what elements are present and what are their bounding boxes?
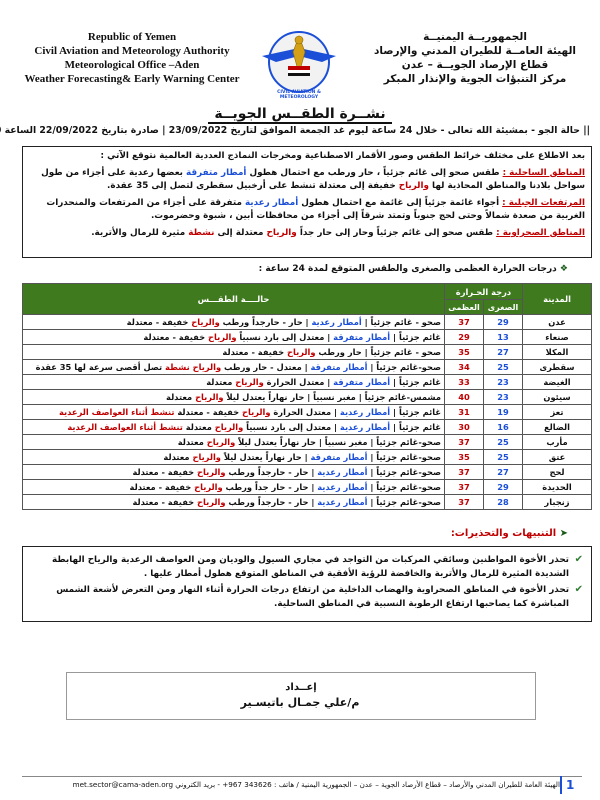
city-cell: سقطرى <box>523 360 592 375</box>
bullet-icon: ❖ <box>559 264 568 274</box>
table-row <box>23 360 592 375</box>
header-english <box>12 30 252 86</box>
max-temp-cell: 31 <box>445 405 484 420</box>
max-temp-cell: 37 <box>445 315 484 330</box>
table-row <box>23 435 592 450</box>
temperature-heading-text: درجات الحرارة العظمى والصغرى والطقس المتوقع لمدة 24 ساعة : <box>258 264 557 274</box>
footer-divider <box>22 776 582 777</box>
table-row <box>23 480 592 495</box>
condition-cell: صحو-غائم جزئياً | أمطار متفرقة | حار نهاراً يعتدل ليلاً والرياح معتدلة <box>23 450 445 465</box>
col-min: الصغرى <box>484 300 523 315</box>
table-row <box>23 375 592 390</box>
max-temp-cell: 37 <box>445 435 484 450</box>
min-temp-cell: 25 <box>484 435 523 450</box>
mountain-text: أجواء غائمة جزئياً إلى غائمة مع احتمال هطول أمطار رعدية متفرقة على أجزاء من المرتفعات والمنحدرات الغربية من صعدة شمالاً وحتى لحج جنوباً وتمتد شرقاً إلى أجزاء من محافظات أبين ، شبوة وحضرموت. <box>46 198 585 221</box>
page-number-divider <box>560 776 562 794</box>
table-row <box>23 405 592 420</box>
condition-cell: صحو - غائم جزئياً | أمطار رعدية | حار - حارجداً ورطب والرياح خفيفة - معتدلة <box>23 315 445 330</box>
max-temp-cell: 40 <box>445 390 484 405</box>
coastal-label: المناطق الساحلية : <box>502 168 585 178</box>
bulletin-title <box>0 106 600 122</box>
logo-caption: CIVIL AVIATION & METEOROLOGY <box>277 90 321 100</box>
condition-cell: صحو-غائم جزئياً | أمطار متفرقة | معتدل - حار ورطب والرياح نشطة تصل أقصى سرعة لها 35 عقدة <box>23 360 445 375</box>
min-temp-cell: 25 <box>484 360 523 375</box>
table-row <box>23 315 592 330</box>
forecast-mountain <box>29 197 585 223</box>
warnings-title-text: التنبيهات والتحذيرات: <box>450 528 557 539</box>
page-number: 1 <box>566 778 575 792</box>
city-cell: عدن <box>523 315 592 330</box>
max-temp-cell: 37 <box>445 480 484 495</box>
header-ar-line: مركز التنبؤات الجوية والإنذار المبكر <box>383 73 567 85</box>
temperature-table <box>22 283 592 510</box>
warnings-title <box>451 528 568 539</box>
preparer-name: م/علي جمـال باتيسـير <box>240 696 360 709</box>
warning-text: تحذر الأخوة في المناطق الصحراوية والهضاب الداخلية من ارتفاع درجات الحرارة أثناء النهار ومن التعرض لأشعة الشمس المباشرة كما يصاحبها ارتفاع الرطوبة النسبية في المناطق الساحلية. <box>56 585 569 609</box>
city-cell: الحديدة <box>523 480 592 495</box>
city-cell: صنعاء <box>523 330 592 345</box>
city-cell: تعز <box>523 405 592 420</box>
condition-cell: صحو-غائم جزئياً | أمطار رعدية | حار - حار جداً ورطب والرياح خفيفة - معتدلة <box>23 480 445 495</box>
desert-text: طقس صحو إلى غائم جزئياً وحار إلى حار جداً والرياح معتدلة إلى نشطة مثيرة للرمال والأتربة. <box>91 228 494 238</box>
header-en-line: Republic of Yemen <box>87 31 177 43</box>
max-temp-cell: 30 <box>445 420 484 435</box>
min-temp-cell: 29 <box>484 480 523 495</box>
bullet-icon: ➤ <box>559 528 568 539</box>
city-cell: زنجبار <box>523 495 592 510</box>
check-icon: ✔ <box>574 554 583 565</box>
warning-item <box>31 553 583 581</box>
col-city: المدينة <box>523 284 592 315</box>
max-temp-cell: 35 <box>445 450 484 465</box>
forecast-coastal <box>29 167 585 193</box>
table-row <box>23 420 592 435</box>
bulletin-info-line: || حالة الجو - بمشيئة الله تعالى - خلال 24 ساعة ليوم غد الجمعة الموافق لتاريخ 23/09/2022 | صادرة بتاريخ 22/09/2022 الساعة <box>4 125 590 136</box>
city-cell: مأرب <box>523 435 592 450</box>
authority-logo <box>258 26 340 96</box>
max-temp-cell: 33 <box>445 375 484 390</box>
forecast-intro: بعد الاطلاع على مختلف خرائط الطقس وصور الأقمار الاصطناعية ومخرجات النماذج العددية العالمية نتوقع الآتي : <box>100 151 585 161</box>
condition-cell: صحو-غائم جزئياً | أمطار رعدية | حار - حارجداً ورطب والرياح خفيفة - معتدلة <box>23 495 445 510</box>
min-temp-cell: 23 <box>484 390 523 405</box>
city-cell: لحج <box>523 465 592 480</box>
min-temp-cell: 27 <box>484 465 523 480</box>
col-max: العظمى <box>445 300 484 315</box>
prepared-by-label: إعــداد <box>285 682 317 693</box>
min-temp-cell: 27 <box>484 345 523 360</box>
warning-text: تحذر الأخوة المواطنين وسائقي المركبات من التواجد في مجاري السيول والوديان ومن العواصف الرعدية والرياح الهابطة الشديدة المثيرة للرمال والأتربة والخافضة للرؤية الأفقية في المناطق المتوقع هطول أمطار عليها . <box>52 555 569 579</box>
header-en-line: Meteorological Office –Aden <box>64 59 200 71</box>
table-row <box>23 465 592 480</box>
col-condition: حالــــة الطقـــس <box>23 284 445 315</box>
condition-cell: غائم جزئياً | أمطار متفرقة | معتدل إلى بارد نسبياً والرياح خفيفة - معتدلة <box>23 330 445 345</box>
table-row <box>23 450 592 465</box>
check-icon: ✔ <box>574 584 583 595</box>
desert-label: المناطق الصحراوية : <box>496 228 585 238</box>
condition-cell: صحو - غائم جزئياً | حار ورطب والرياح خفيفة - معتدلة <box>23 345 445 360</box>
condition-cell: مشمس-غائم جزئياً | مغبر نسبياً | حار نهاراً يعتدل ليلاً والرياح معتدلة <box>23 390 445 405</box>
table-row <box>23 330 592 345</box>
mountain-label: المرتفعات الجبلية : <box>502 198 585 208</box>
header-ar-line: الهيئة العامــة للطيران المدني والإرصاد <box>373 45 576 57</box>
max-temp-cell: 37 <box>445 495 484 510</box>
table-row <box>23 495 592 510</box>
header-arabic <box>360 30 590 86</box>
coastal-text: طقس صحو إلى غائم جزئياً ، حار ورطب مع احتمال هطول أمطار متفرقة بعضها رعدية على أجزاء من طول سواحل بلادنا والمناطق المحاذية لها والرياح خفيفة إلى معتدلة تنشط على أرخبيل سقطرى لتصل إلى 35 عقدة. <box>41 168 585 191</box>
max-temp-cell: 35 <box>445 345 484 360</box>
min-temp-cell: 28 <box>484 495 523 510</box>
col-temperature: درجة الحـرارة <box>445 284 523 300</box>
forecast-box <box>22 146 592 258</box>
city-cell: سيئون <box>523 390 592 405</box>
min-temp-cell: 16 <box>484 420 523 435</box>
warnings-box <box>22 546 592 622</box>
bulletin-title-text: نشــرة الطقــس الجويــة <box>208 106 391 124</box>
header-ar-line: الجمهوريــة اليمنيــة <box>423 31 527 43</box>
header-en-line: Civil Aviation and Meteorology Authority <box>34 45 230 57</box>
min-temp-cell: 13 <box>484 330 523 345</box>
city-cell: الغيضة <box>523 375 592 390</box>
temperature-heading <box>259 264 568 274</box>
max-temp-cell: 37 <box>445 465 484 480</box>
city-cell: الضالع <box>523 420 592 435</box>
city-cell: المكلا <box>523 345 592 360</box>
city-cell: عتق <box>523 450 592 465</box>
max-temp-cell: 34 <box>445 360 484 375</box>
table-row <box>23 345 592 360</box>
condition-cell: صحو-غائم جزئياً | أمطار رعدية | حار - حارجداً ورطب والرياح خفيفة - معتدلة <box>23 465 445 480</box>
min-temp-cell: 25 <box>484 450 523 465</box>
table-row <box>23 390 592 405</box>
condition-cell: غائم جزئياً | أمطار متفرقة | معتدل الحرارة والرياح معتدلة <box>23 375 445 390</box>
min-temp-cell: 23 <box>484 375 523 390</box>
max-temp-cell: 29 <box>445 330 484 345</box>
min-temp-cell: 19 <box>484 405 523 420</box>
condition-cell: صحو-غائم جزئياً | مغبر نسبياً | حار نهاراً يعتدل ليلاً والرياح معتدلة <box>23 435 445 450</box>
footer-contact: الهيئة العامة للطيران المدني والأرصاد – قطاع الأرصاد الجوية – عدن – الجمهورية اليمنية / هاتف : 343626 967+ - بريد الكتروني met.sector@cama-aden.org <box>72 780 560 789</box>
condition-cell: غائم جزئياً | أمطار رعدية | معتدل إلى بارد نسبياً والرياح معتدلة تنشط أثناء العواصف الرعدية <box>23 420 445 435</box>
forecast-desert <box>29 227 585 240</box>
header-en-line: Weather Forecasting& Early Warning Center <box>24 73 240 85</box>
warning-item <box>31 583 583 611</box>
header-ar-line: قطاع الإرصاد الجويــة – عدن <box>401 59 549 71</box>
condition-cell: غائم جزئياً | أمطار رعدية | معتدل الحرارة والرياح خفيفة - معتدلة تنشط أثناء العواصف الرعدية <box>23 405 445 420</box>
min-temp-cell: 29 <box>484 315 523 330</box>
